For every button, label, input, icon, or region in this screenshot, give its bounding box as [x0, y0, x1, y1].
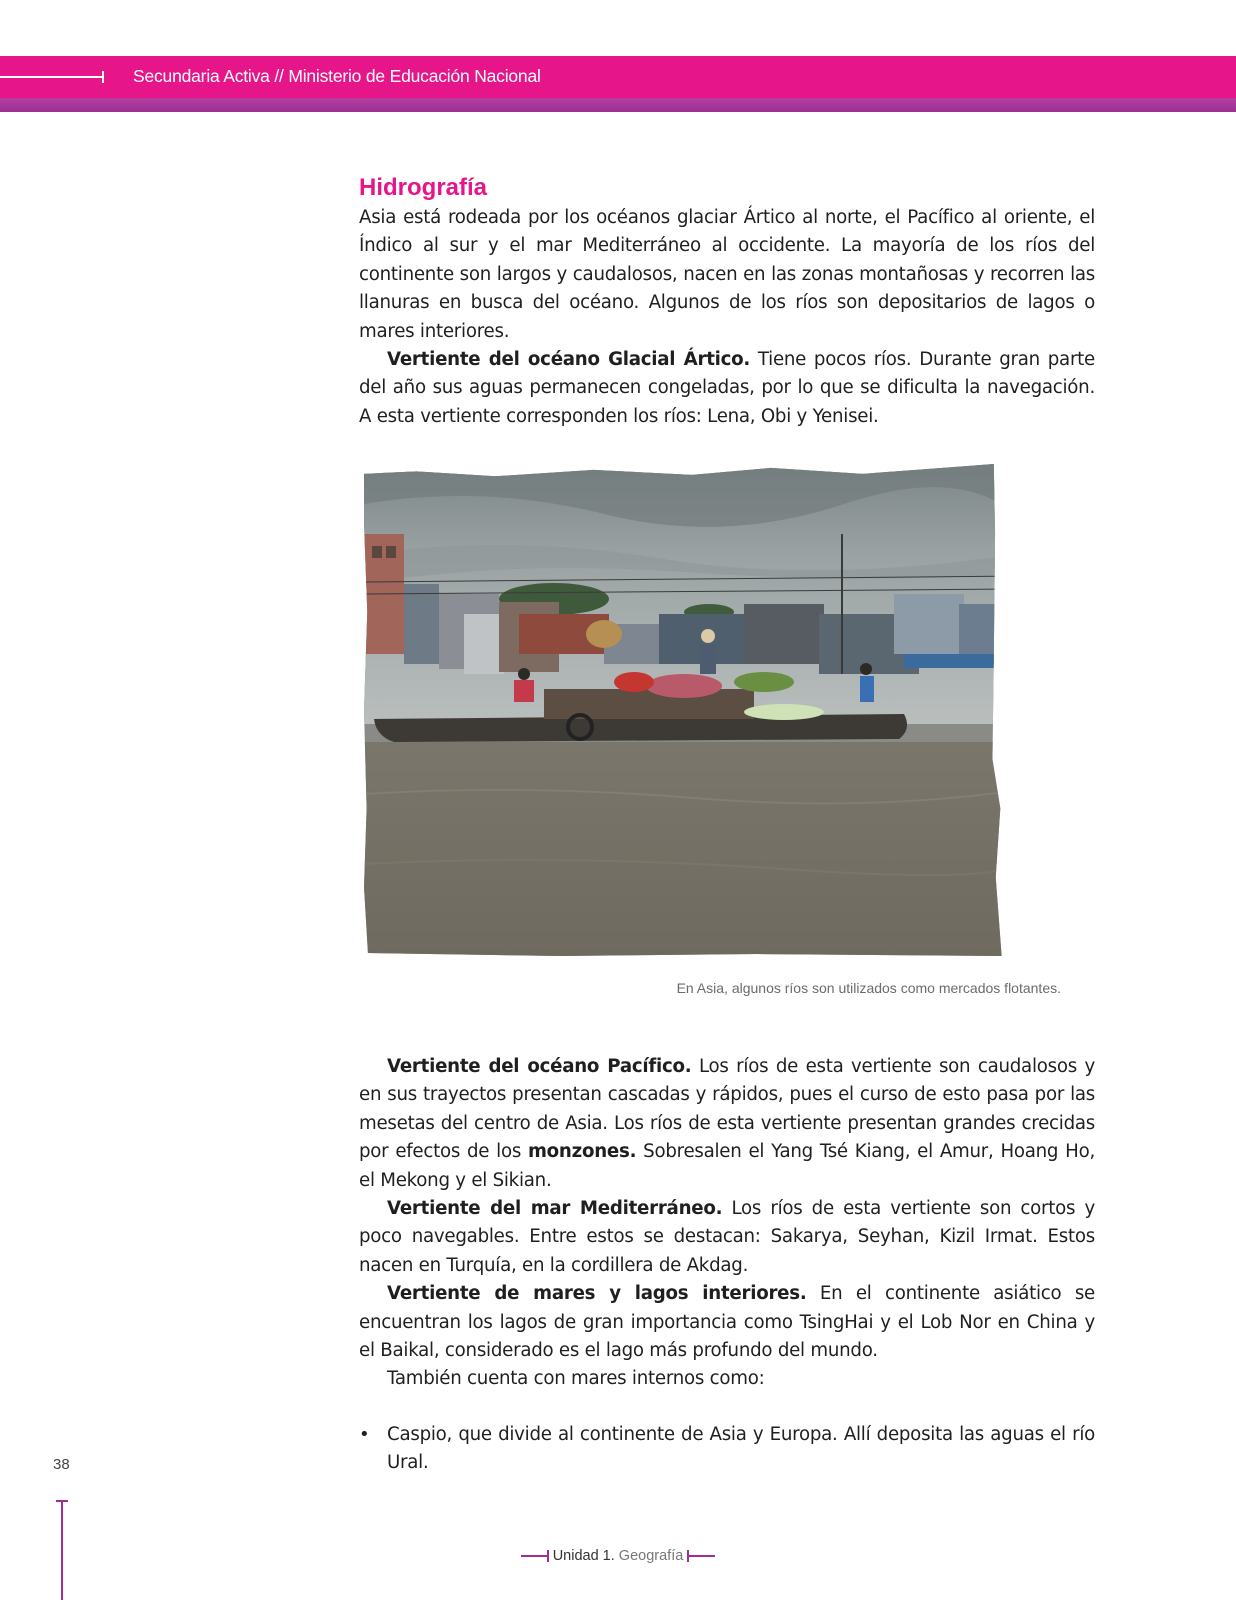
inland-heading: Vertiente de mares y lagos interiores. [387, 1283, 807, 1305]
footer-subject: Geografía [618, 1548, 684, 1564]
header-rule [0, 76, 104, 78]
section-title: Hidrografía [359, 174, 488, 201]
arctic-paragraph [359, 346, 1095, 431]
footer [0, 1548, 1236, 1564]
pacific-text-b: Sobresalen el Yang Tsé Kiang, el Amur, Hoang Ho, el Mekong y el Sikian. [359, 1141, 1095, 1191]
mediterranean-text: Los ríos de esta vertiente son cortos y poco navegables. Entre estos se destacan: Sakarya, Seyhan, Kizil Irmat. Estos nacen en Turquía, en la cordillera de Akdag. [359, 1198, 1095, 1276]
bullet-marker: • [359, 1424, 370, 1445]
header-band-shadow [0, 98, 1236, 112]
floating-market-photo [364, 464, 1020, 956]
intro-block [359, 204, 1095, 431]
footer-rule-left [521, 1555, 549, 1557]
pacific-paragraph [359, 1053, 1095, 1195]
page-number: 38 [53, 1456, 70, 1473]
list-item: Caspio, que divide al continente de Asia y Europa. Allí deposita las aguas el río Ural. [387, 1424, 1095, 1474]
mediterranean-paragraph [359, 1195, 1095, 1280]
inland-text: En el continente asiático se encuentran los lagos de gran importancia como TsingHai y el Lob Nor en China y el Baikal, considerado es el lago más profundo del mundo. [359, 1283, 1095, 1362]
pacific-text-a: Los ríos de esta vertiente son caudalosos y en sus trayectos presentan cascadas y rápidos, pues el curso de esto pasa por las mesetas del centro de Asia. Los ríos de esta vertiente presentan grandes crecidas por efectos de los [359, 1056, 1095, 1163]
footer-unit: Unidad 1. [552, 1548, 615, 1564]
footer-rule-right [687, 1555, 715, 1557]
inland-paragraph [359, 1280, 1095, 1365]
arctic-heading: Vertiente del océano Glacial Ártico. [387, 349, 751, 371]
photo-caption: En Asia, algunos ríos son utilizados como mercados flotantes. [676, 980, 1061, 996]
rivers-block [359, 1053, 1095, 1394]
bullet-list [359, 1421, 1095, 1478]
intro-paragraph: Asia está rodeada por los océanos glaciar Ártico al norte, el Pacífico al oriente, el Índico al sur y el mar Mediterráneo al occidente. La mayoría de los ríos del continente son largos y caudalosos, nacen en las zonas montañosas y recorren las llanuras en busca del océano. Algunos de los ríos son depositarios de lagos o mares interiores. [359, 207, 1095, 342]
seas-intro: También cuenta con mares internos como: [387, 1368, 765, 1390]
pacific-heading: Vertiente del océano Pacífico. [387, 1056, 692, 1077]
header-title: Secundaria Activa // Ministerio de Educación Nacional [133, 66, 541, 86]
header-rule-cap [102, 71, 104, 83]
monsoon-keyword: monzones. [527, 1141, 637, 1163]
arctic-text: Tiene pocos ríos. Durante gran parte del año sus aguas permanecen congeladas, por lo que se dificulta la navegación. A esta vertiente corresponden los ríos: Lena, Obi y Yenisei. [359, 349, 1095, 427]
mediterranean-heading: Vertiente del mar Mediterráneo. [387, 1198, 723, 1220]
